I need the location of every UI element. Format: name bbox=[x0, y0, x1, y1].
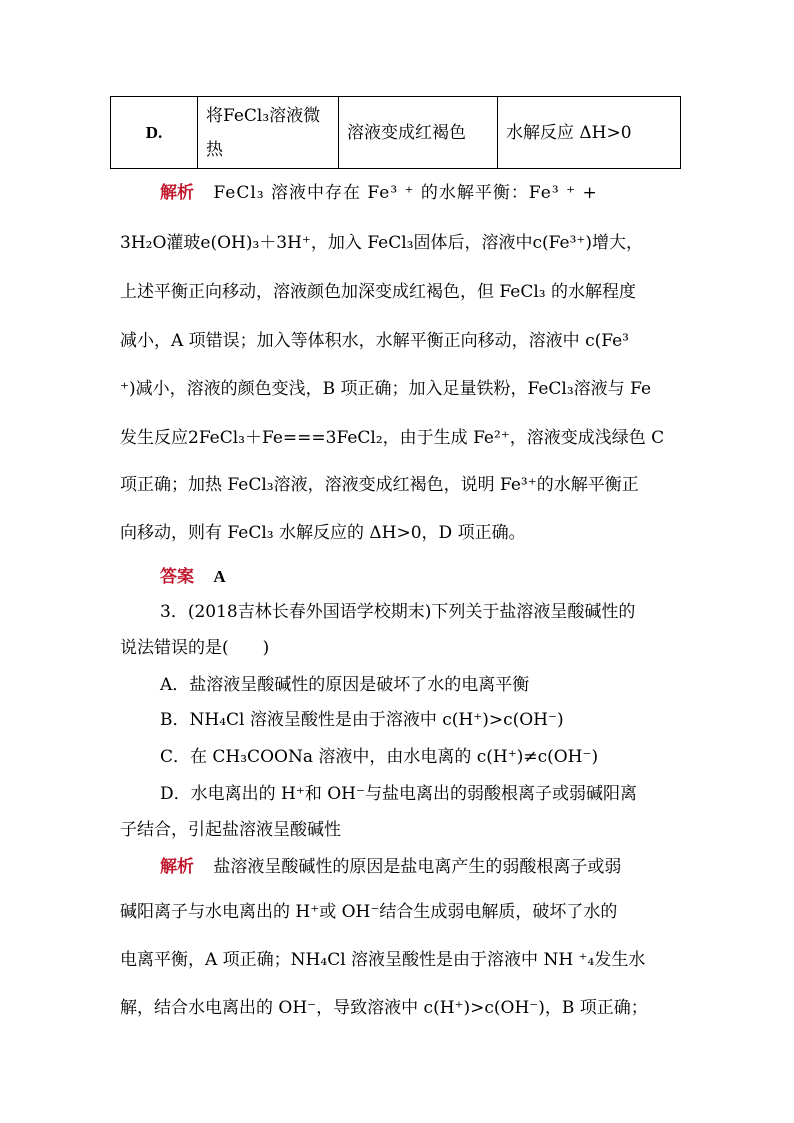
option-b: B．NH₄Cl 溶液呈酸性是由于溶液中 c(H⁺)>c(OH⁻) bbox=[160, 710, 564, 730]
analysis-label: 解析 bbox=[160, 183, 194, 203]
conclusion-cell: 水解反应 ΔH>0 bbox=[498, 97, 681, 169]
option-d: D．水电离出的 H⁺和 OH⁻与盐电离出的弱酸根离子或弱碱阳离 bbox=[160, 784, 637, 804]
analysis-text: 电离平衡，A 项正确；NH₄Cl 溶液呈酸性是由于溶液中 NH ⁺₄发生水 bbox=[120, 950, 646, 970]
analysis-text: 3H₂O灌玻e(OH)₃＋3H⁺，加入 FeCl₃固体后，溶液中c(Fe³⁺)增大， bbox=[120, 233, 643, 253]
option-c: C．在 CH₃COONa 溶液中，由水电离的 c(H⁺)≠c(OH⁻) bbox=[160, 747, 599, 767]
table-row bbox=[111, 97, 681, 169]
answer-value: A bbox=[213, 567, 226, 586]
experiment-line: 将FeCl₃溶液微 bbox=[206, 105, 321, 126]
analysis-paragraph-line bbox=[160, 178, 598, 203]
option-d-table bbox=[110, 96, 681, 169]
analysis-text: 减小，A 项错误；加入等体积水，水解平衡正向移动，溶液中 c(Fe³ bbox=[120, 331, 629, 351]
answer-label: 答案 bbox=[160, 567, 194, 587]
question-stem: 3．(2018吉林长春外国语学校期末)下列关于盐溶液呈酸碱性的 bbox=[160, 602, 636, 622]
analysis-text: 向移动，则有 FeCl₃ 水解反应的 ΔH>0，D 项正确。 bbox=[120, 523, 526, 543]
answer-line bbox=[160, 562, 226, 587]
phenomenon-cell: 溶液变成红褐色 bbox=[339, 97, 498, 169]
experiment-cell bbox=[198, 97, 339, 169]
analysis-paragraph-line bbox=[160, 852, 621, 877]
option-d: 子结合，引起盐溶液呈酸碱性 bbox=[120, 820, 341, 840]
experiment-line: 热 bbox=[206, 139, 223, 160]
analysis-label: 解析 bbox=[160, 857, 194, 877]
analysis-text: 解，结合水电离出的 OH⁻，导致溶液中 c(H⁺)>c(OH⁻)，B 项正确； bbox=[120, 998, 648, 1018]
analysis-text: FeCl₃ 溶液中存在 Fe³ ⁺ 的水解平衡：Fe³ ⁺ + bbox=[213, 183, 598, 203]
question-stem: 说法错误的是( ) bbox=[120, 638, 270, 658]
analysis-text: 碱阳离子与水电离出的 H⁺或 OH⁻结合生成弱电解质，破坏了水的 bbox=[120, 902, 618, 922]
option-label: D. bbox=[111, 97, 198, 169]
analysis-text: 盐溶液呈酸碱性的原因是盐电离产生的弱酸根离子或弱 bbox=[213, 857, 622, 877]
analysis-text: 上述平衡正向移动，溶液颜色加深变成红褐色，但 FeCl₃ 的水解程度 bbox=[120, 282, 636, 302]
analysis-text: ⁺)减小，溶液的颜色变浅，B 项正确；加入足量铁粉，FeCl₃溶液与 Fe bbox=[120, 379, 652, 399]
option-a: A．盐溶液呈酸碱性的原因是破坏了水的电离平衡 bbox=[160, 675, 530, 695]
analysis-text: 项正确；加热 FeCl₃溶液，溶液变成红褐色，说明 Fe³⁺的水解平衡正 bbox=[120, 475, 639, 495]
analysis-text: 发生反应2FeCl₃＋Fe===3FeCl₂，由于生成 Fe²⁺，溶液变成浅绿色 C bbox=[120, 428, 665, 448]
